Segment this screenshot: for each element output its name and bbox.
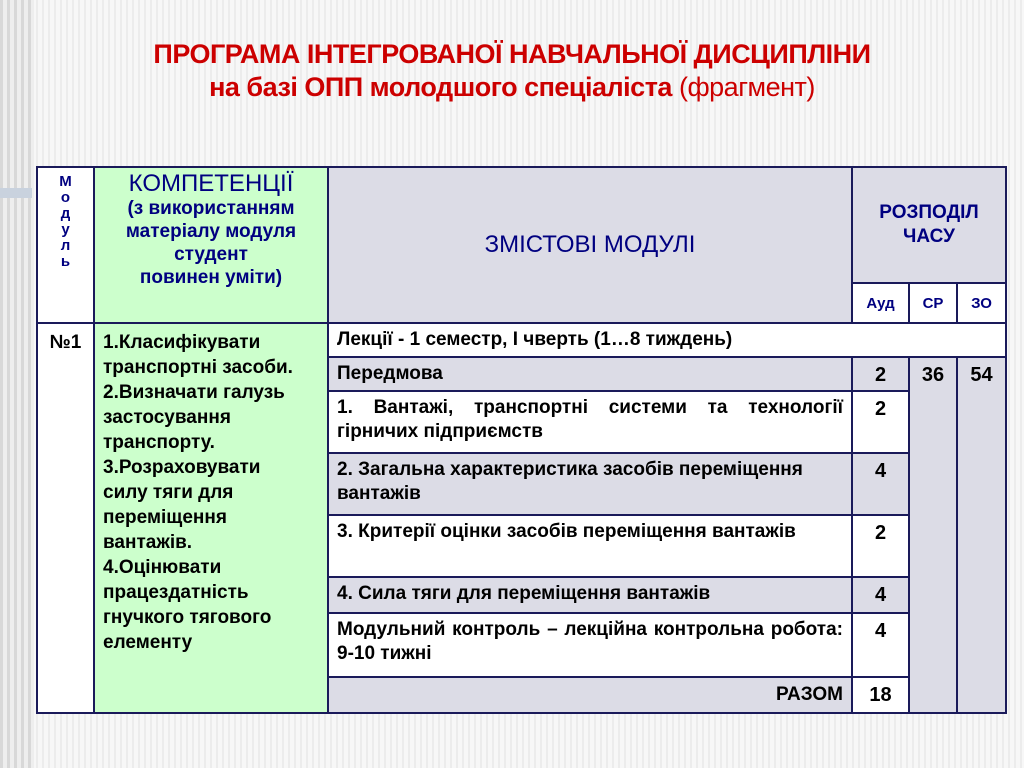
row-aud: 4 [852,453,909,515]
header-content-modules: ЗМІСТОВІ МОДУЛІ [328,167,852,323]
row-text: 2. Загальна характеристика засобів переміщення вантажів [328,453,852,515]
modul-letter: д [60,205,71,222]
header-modul [37,167,94,323]
competency-line: 1.Класифікувати [103,332,261,353]
competency-line: елементу [103,632,193,653]
competency-line: транспорту. [103,432,215,453]
competencies-sub-1: (з використанням [127,198,295,219]
header-sr: СР [909,283,957,323]
competency-line: 3.Розраховувати [103,457,261,478]
competencies-title: КОМПЕТЕНЦІЇ [128,170,294,197]
row-aud: 2 [852,515,909,577]
header-competencies [94,167,328,323]
page-title [0,38,1024,104]
total-label: РАЗОМ [328,677,852,713]
module-sr: 36 [909,357,957,713]
row-text: 4. Сила тяги для переміщення вантажів [328,577,852,613]
lectures-header: Лекції - 1 семестр, І чверть (1…8 тиждень) [328,323,1006,357]
header-time-distribution: РОЗПОДІЛ ЧАСУ [852,167,1006,283]
module-competencies [94,323,328,713]
module-zo: 54 [957,357,1006,713]
row-aud: 2 [852,357,909,391]
row-text: Модульний контроль – лекційна контрольна робота: 9-10 тижні [328,613,852,677]
title-line-2-light: (фрагмент) [678,72,815,102]
left-decorative-band [0,0,34,768]
header-zo: ЗО [957,283,1006,323]
program-table [36,166,1007,714]
title-line-1: ПРОГРАМА ІНТЕГРОВАНОЇ НАВЧАЛЬНОЇ ДИСЦИПЛІНИ [153,39,871,69]
header-row-1 [37,167,1006,283]
module-number: №1 [37,323,94,713]
competency-line: 2.Визначати галузь [103,382,285,403]
competency-line: силу тяги для [103,482,234,503]
header-aud: Ауд [852,283,909,323]
modul-letter: ь [60,253,71,270]
row-text: Передмова [328,357,852,391]
row-text: 1. Вантажі, транспортні системи та технології гірничих підприємств [328,391,852,453]
competency-line: 4.Оцінювати [103,557,222,578]
modul-letter: М [59,173,72,190]
left-decorative-mark [0,188,32,198]
competency-line: транспортні засоби. [103,357,293,378]
row-text: 3. Критерії оцінки засобів переміщення вантажів [328,515,852,577]
competency-line: працездатність [103,582,249,603]
competency-line: переміщення [103,507,227,528]
competency-line: гнучкого тягового [103,607,272,628]
row-aud: 4 [852,613,909,677]
title-line-2 [0,71,1024,104]
competencies-sub-3: студент [174,244,248,265]
row-aud: 2 [852,391,909,453]
table-row [37,323,1006,357]
row-aud: 4 [852,577,909,613]
modul-letter: л [60,237,71,254]
competencies-sub-4: повинен уміти) [139,267,283,288]
modul-letter: у [61,221,70,238]
modul-letter: о [60,189,71,206]
competency-line: вантажів. [103,532,193,553]
title-line-2-bold: на базі ОПП молодшого спеціаліста [209,72,672,102]
competency-line: застосування [103,407,231,428]
total-value: 18 [852,677,909,713]
competencies-sub-2: матеріалу модуля [125,221,297,242]
